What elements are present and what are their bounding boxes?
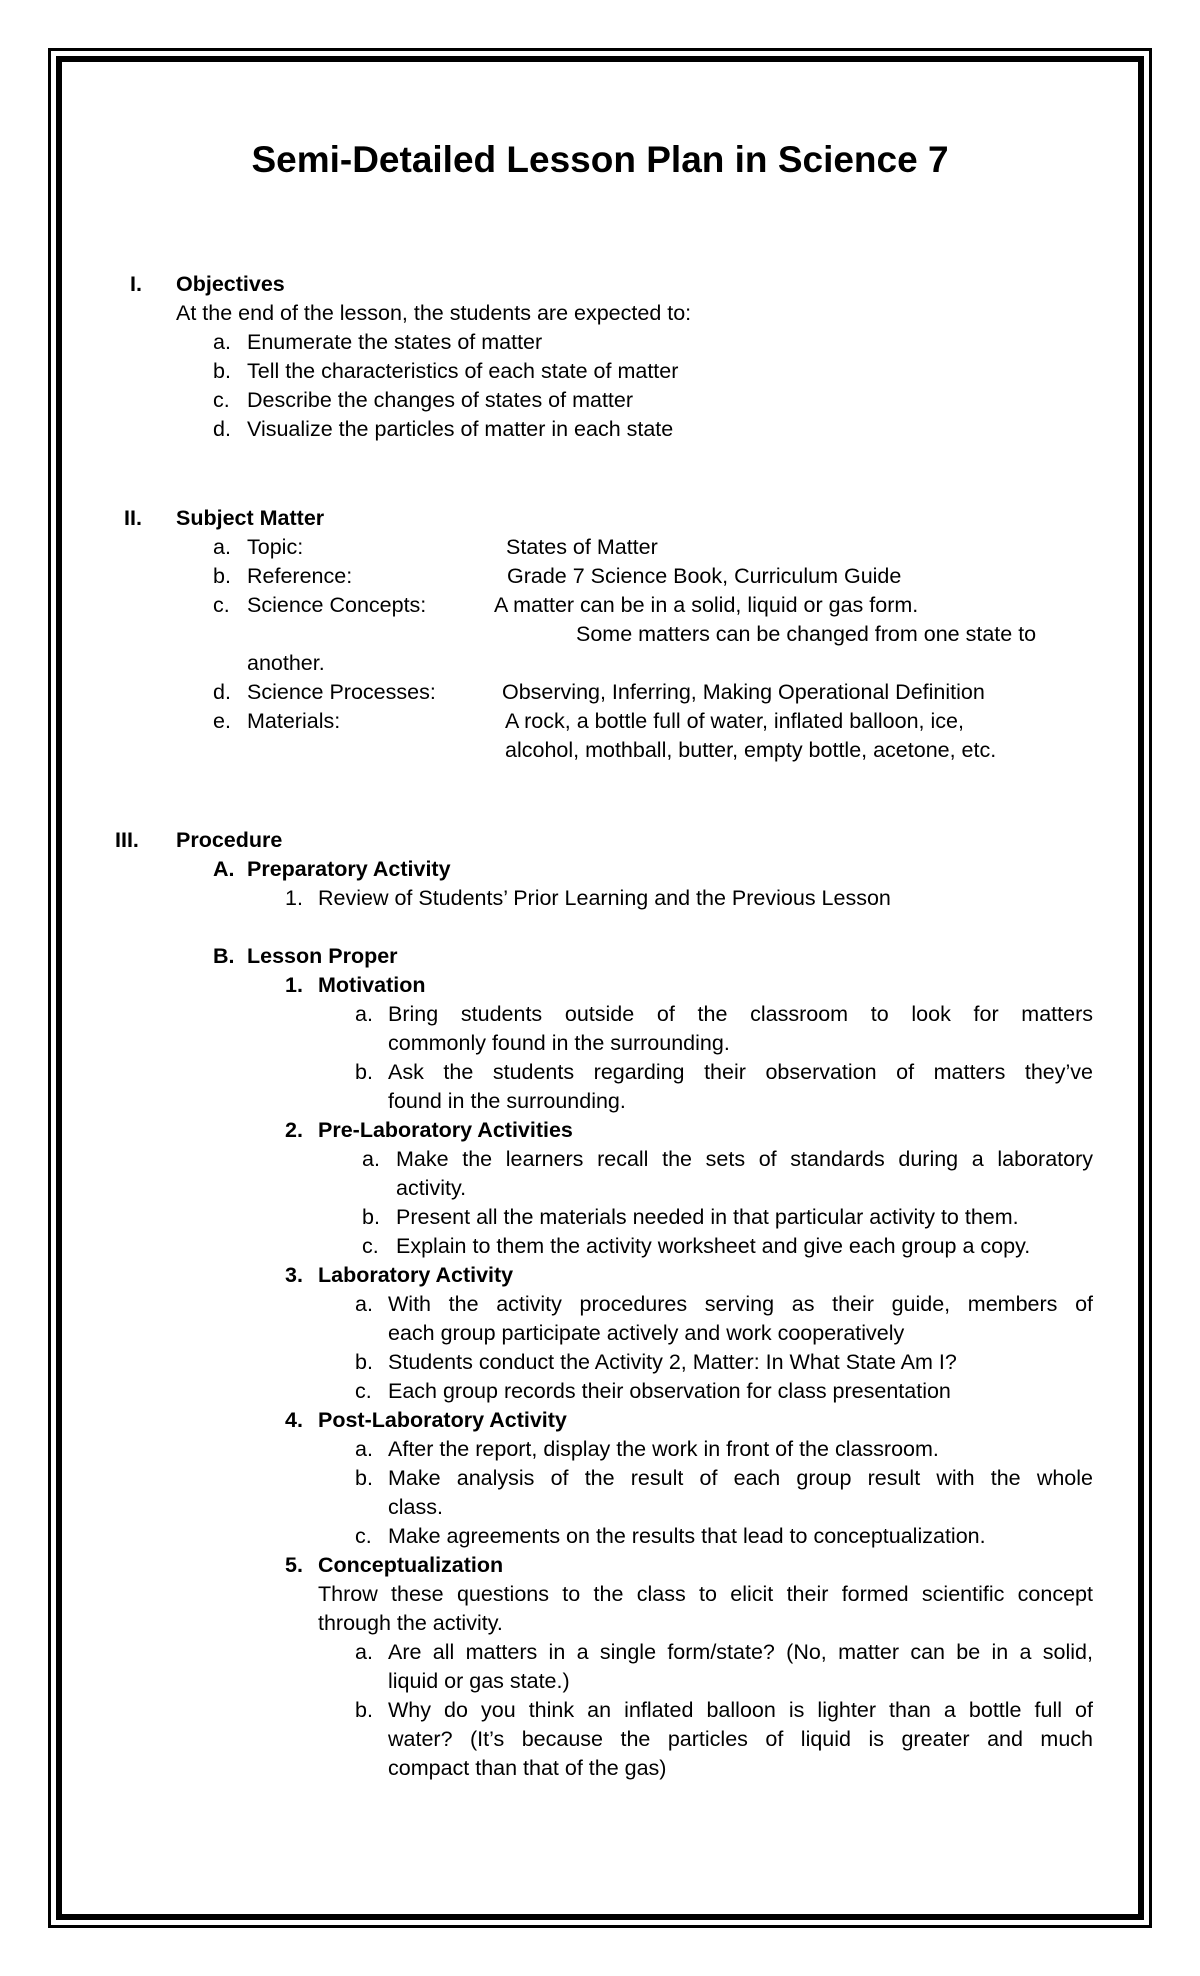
objectives-intro: At the end of the lesson, the students are expected to:	[176, 301, 692, 325]
subject-label-reference: Reference:	[247, 564, 353, 588]
conceptualization-question: Why do you think an inflated balloon is lighter than a bottle full of	[388, 1698, 1093, 1722]
pre-lab-item: Make the learners recall the sets of standards during a laboratory	[396, 1147, 1093, 1171]
motivation-item-cont: found in the surrounding.	[388, 1089, 626, 1113]
conceptualization-question: Are all matters in a single form/state? (No, matter can be in a solid,	[388, 1640, 1093, 1664]
motivation-item: Ask the students regarding their observation of matters they’ve	[388, 1060, 1093, 1084]
subsection-marker: B.	[213, 944, 235, 968]
conceptualization-intro: Throw these questions to the class to elicit their formed scientific concept	[318, 1582, 1093, 1606]
step-heading-motivation: Motivation	[318, 973, 426, 997]
list-marker: a.	[355, 1002, 373, 1026]
subject-label-science-processes: Science Processes:	[247, 680, 436, 704]
subject-value-science-concepts-cont: another.	[247, 651, 325, 675]
list-marker: c.	[213, 388, 230, 412]
list-marker: a.	[355, 1292, 373, 1316]
post-lab-item: After the report, display the work in front of the classroom.	[388, 1437, 939, 1461]
subject-label-topic: Topic:	[247, 535, 304, 559]
list-marker: a.	[355, 1640, 373, 1664]
section-number-subject-matter: II.	[124, 506, 142, 530]
step-heading-conceptualization: Conceptualization	[318, 1553, 504, 1577]
subsection-heading-preparatory: Preparatory Activity	[247, 857, 451, 881]
section-number-objectives: I.	[130, 272, 142, 296]
list-marker: b.	[213, 564, 231, 588]
list-marker: a.	[213, 535, 231, 559]
page-title: Semi-Detailed Lesson Plan in Science 7	[251, 139, 949, 180]
list-marker: b.	[213, 359, 231, 383]
list-marker: 1.	[285, 886, 303, 910]
section-number-procedure: III.	[115, 828, 139, 852]
list-marker: a.	[355, 1437, 373, 1461]
list-marker: c.	[355, 1524, 372, 1548]
list-marker: c.	[355, 1379, 372, 1403]
section-heading-subject-matter: Subject Matter	[176, 506, 325, 530]
subject-label-materials: Materials:	[247, 709, 341, 733]
pre-lab-item-cont: activity.	[396, 1176, 467, 1200]
objective-item: Describe the changes of states of matter	[247, 388, 634, 412]
list-marker: c.	[213, 593, 230, 617]
post-lab-item: Make analysis of the result of each group result with the whole	[388, 1466, 1093, 1490]
list-marker: b.	[355, 1350, 373, 1374]
section-heading-procedure: Procedure	[176, 828, 283, 852]
step-marker: 3.	[285, 1263, 303, 1287]
list-marker: a.	[213, 330, 231, 354]
subsection-marker: A.	[213, 857, 235, 881]
objective-item: Enumerate the states of matter	[247, 330, 543, 354]
pre-lab-item: Explain to them the activity worksheet and give each group a copy.	[396, 1234, 1031, 1258]
list-marker: b.	[362, 1205, 380, 1229]
lab-item-cont: each group participate actively and work cooperatively	[388, 1321, 905, 1345]
list-marker: d.	[213, 417, 231, 441]
subject-label-science-concepts: Science Concepts:	[247, 593, 427, 617]
list-marker: b.	[355, 1060, 373, 1084]
objective-item: Visualize the particles of matter in each state	[247, 417, 674, 441]
list-marker: e.	[213, 709, 231, 733]
objective-item: Tell the characteristics of each state of matter	[247, 359, 679, 383]
subject-value-reference: Grade 7 Science Book, Curriculum Guide	[507, 564, 902, 588]
list-marker: a.	[362, 1147, 380, 1171]
conceptualization-intro-cont: through the activity.	[318, 1611, 503, 1635]
pre-lab-item: Present all the materials needed in that particular activity to them.	[396, 1205, 1019, 1229]
subject-value-science-concepts-cont: Some matters can be changed from one state to	[576, 622, 1037, 646]
subject-value-materials: A rock, a bottle full of water, inflated balloon, ice,	[505, 709, 964, 733]
section-heading-objectives: Objectives	[176, 272, 285, 296]
list-marker: c.	[362, 1234, 379, 1258]
subsection-heading-lesson-proper: Lesson Proper	[247, 944, 398, 968]
conceptualization-question-cont: compact than that of the gas)	[388, 1756, 667, 1780]
list-marker: b.	[355, 1466, 373, 1490]
preparatory-item: Review of Students’ Prior Learning and the Previous Lesson	[318, 886, 891, 910]
post-lab-item: Make agreements on the results that lead to conceptualization.	[388, 1524, 986, 1548]
subject-value-topic: States of Matter	[506, 535, 658, 559]
list-marker: b.	[355, 1698, 373, 1722]
lab-item: Each group records their observation for class presentation	[388, 1379, 951, 1403]
subject-value-science-concepts: A matter can be in a solid, liquid or gas form.	[494, 593, 919, 617]
conceptualization-question-cont: liquid or gas state.)	[388, 1669, 570, 1693]
motivation-item: Bring students outside of the classroom to look for matters	[388, 1002, 1093, 1026]
lab-item: Students conduct the Activity 2, Matter: In What State Am I?	[388, 1350, 957, 1374]
step-marker: 4.	[285, 1408, 303, 1432]
motivation-item-cont: commonly found in the surrounding.	[388, 1031, 730, 1055]
lab-item: With the activity procedures serving as their guide, members of	[388, 1292, 1093, 1316]
list-marker: d.	[213, 680, 231, 704]
post-lab-item-cont: class.	[388, 1495, 443, 1519]
subject-value-materials-cont: alcohol, mothball, butter, empty bottle, acetone, etc.	[505, 738, 997, 762]
step-marker: 5.	[285, 1553, 303, 1577]
step-marker: 2.	[285, 1118, 303, 1142]
step-heading-post-lab: Post-Laboratory Activity	[318, 1408, 567, 1432]
conceptualization-question-cont: water? (It’s because the particles of liquid is greater and much	[388, 1727, 1093, 1751]
step-heading-lab: Laboratory Activity	[318, 1263, 514, 1287]
step-marker: 1.	[285, 973, 303, 997]
step-heading-pre-lab: Pre-Laboratory Activities	[318, 1118, 573, 1142]
subject-value-science-processes: Observing, Inferring, Making Operational Definition	[502, 680, 985, 704]
